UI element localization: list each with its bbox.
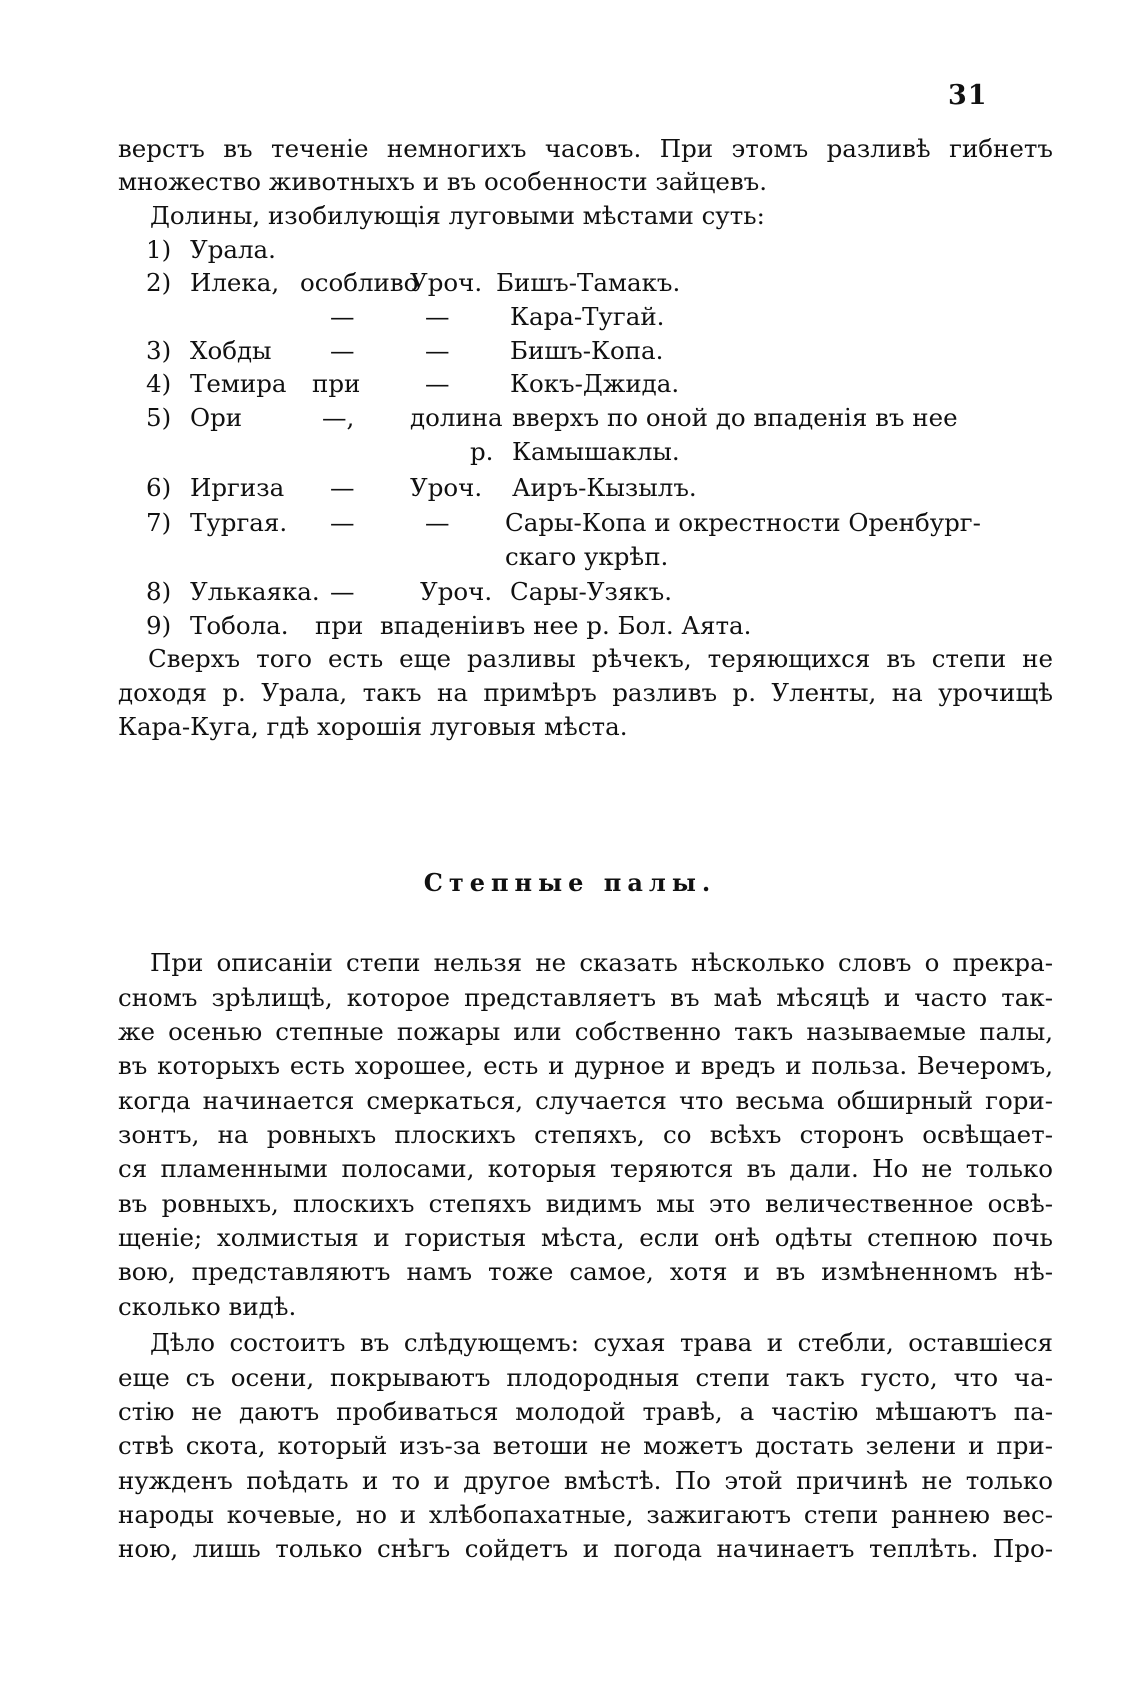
text-line: множество животныхъ и въ особенности зайцевъ. (118, 167, 768, 196)
row-number: 3) (146, 336, 172, 365)
column-3: р. (470, 437, 494, 466)
place-name: Бишъ-Копа. (510, 336, 664, 365)
text-line: ствѣ скота, который изъ-за ветоши не можетъ достать зелени и при- (118, 1431, 1053, 1460)
table-row (0, 235, 1140, 265)
place-name: Камышаклы. (512, 437, 680, 466)
table-row (0, 542, 1140, 572)
river-name: Илека, (190, 268, 280, 297)
table-row (0, 611, 1140, 641)
column-2: — (330, 302, 355, 331)
row-number: 8) (146, 577, 172, 606)
table-row (0, 403, 1140, 433)
row-number: 7) (146, 508, 172, 537)
river-name: Темира (190, 369, 287, 398)
table-row (0, 473, 1140, 503)
column-2: —, (322, 403, 355, 432)
table-row (0, 302, 1140, 332)
text-line: Дѣло состоитъ въ слѣдующемъ: сухая трава и стебли, оставшіеся (150, 1328, 1053, 1357)
table-row (0, 369, 1140, 399)
table-row (0, 577, 1140, 607)
column-3: — (425, 508, 450, 537)
row-number: 6) (146, 473, 172, 502)
column-2: при (312, 369, 361, 398)
text-line: доходя р. Урала, такъ на примѣръ разливъ р. Уленты, на урочищѣ (118, 678, 1053, 707)
text-line: въ ровныхъ, плоскихъ степяхъ видимъ мы это величественное освѣ- (118, 1189, 1053, 1218)
column-3: Уроч. (420, 577, 493, 606)
text-line: щеніе; холмистыя и гористыя мѣста, если онѣ одѣты степною почь (118, 1223, 1053, 1252)
column-3: Уроч. (410, 473, 483, 502)
column-3: — (425, 336, 450, 365)
text-line: сколько видѣ. (118, 1292, 297, 1321)
river-name: Улькаяка. (190, 577, 320, 606)
row-number: 9) (146, 611, 172, 640)
row-number: 4) (146, 369, 172, 398)
text-line: сномъ зрѣлищѣ, которое представляетъ въ маѣ мѣсяцѣ и часто так- (118, 983, 1053, 1012)
text-line: зонтъ, на ровныхъ плоскихъ степяхъ, со всѣхъ сторонъ освѣщает- (118, 1120, 1053, 1149)
column-3: впаденіи (380, 611, 495, 640)
text-line: стію не даютъ пробиваться молодой травѣ, а частію мѣшаютъ па- (118, 1397, 1053, 1426)
text-line: когда начинается смеркаться, случается что весьма обширный гори- (118, 1086, 1053, 1115)
text-line: вою, представляютъ намъ тоже самое, хотя и въ измѣненномъ нѣ- (118, 1257, 1053, 1286)
text-line: народы кочевые, но и хлѣбопахатные, зажигаютъ степи раннею вес- (118, 1500, 1053, 1529)
column-3: — (425, 369, 450, 398)
text-line: ся пламенными полосами, которыя теряются въ дали. Но не только (118, 1154, 1053, 1183)
place-name: Кокъ-Джида. (510, 369, 680, 398)
table-row (0, 437, 1140, 467)
place-name: вверхъ по оной до впаденія въ нее (512, 403, 958, 432)
column-3: Уроч. (410, 268, 483, 297)
text-line: нужденъ поѣдать и то и другое вмѣстѣ. По этой причинѣ не только (118, 1466, 1053, 1495)
river-name: Тургая. (190, 508, 288, 537)
section-heading: Степные палы. (423, 868, 717, 897)
place-name: Кара-Тугай. (510, 302, 665, 331)
text-line: Кара-Куга, гдѣ хорошія луговыя мѣста. (118, 712, 628, 741)
column-2: особливо (300, 268, 419, 297)
valleys-intro: Долины, изобилующія луговыми мѣстами суть: (150, 201, 765, 230)
river-name: Ори (190, 403, 243, 432)
river-name: Хобды (190, 336, 272, 365)
river-name: Иргиза (190, 473, 285, 502)
column-2: — (330, 473, 355, 502)
text-line: Сверхъ того есть еще разливы рѣчекъ, теряющихся въ степи не (148, 644, 1053, 673)
column-3: долина (410, 403, 503, 432)
column-2: — (330, 577, 355, 606)
column-3: — (425, 302, 450, 331)
text-line: ною, лишь только снѣгъ сойдетъ и погода начинаетъ теплѣть. Про- (118, 1534, 1053, 1563)
column-2: — (330, 336, 355, 365)
river-name: Урала. (190, 235, 276, 264)
row-number: 5) (146, 403, 172, 432)
text-line: же осенью степные пожары или собственно такъ называемые палы, (118, 1017, 1053, 1046)
text-line: При описаніи степи нельзя не сказать нѣсколько словъ о прекра- (150, 948, 1053, 977)
table-row (0, 508, 1140, 538)
place-name: Аиръ-Кызылъ. (512, 473, 697, 502)
column-2: — (330, 508, 355, 537)
place-name: Сары-Копа и окрестности Оренбург- (505, 508, 981, 537)
table-row (0, 268, 1140, 298)
place-name: скаго укрѣп. (505, 542, 669, 571)
row-number: 2) (146, 268, 172, 297)
table-row (0, 336, 1140, 366)
place-name: въ нее р. Бол. Аята. (496, 611, 752, 640)
place-name: Сары-Узякъ. (510, 577, 673, 606)
river-name: Тобола. (190, 611, 289, 640)
text-line: въ которыхъ есть хорошее, есть и дурное и вредъ и польза. Вечеромъ, (118, 1051, 1053, 1080)
column-2: при (315, 611, 364, 640)
text-line: верстъ въ теченіе немногихъ часовъ. При этомъ разливѣ гибнетъ (118, 134, 1053, 163)
page-number: 31 (948, 80, 988, 111)
row-number: 1) (146, 235, 172, 264)
place-name: Бишъ-Тамакъ. (496, 268, 681, 297)
text-line: еще съ осени, покрываютъ плодородныя степи такъ густо, что ча- (118, 1363, 1053, 1392)
